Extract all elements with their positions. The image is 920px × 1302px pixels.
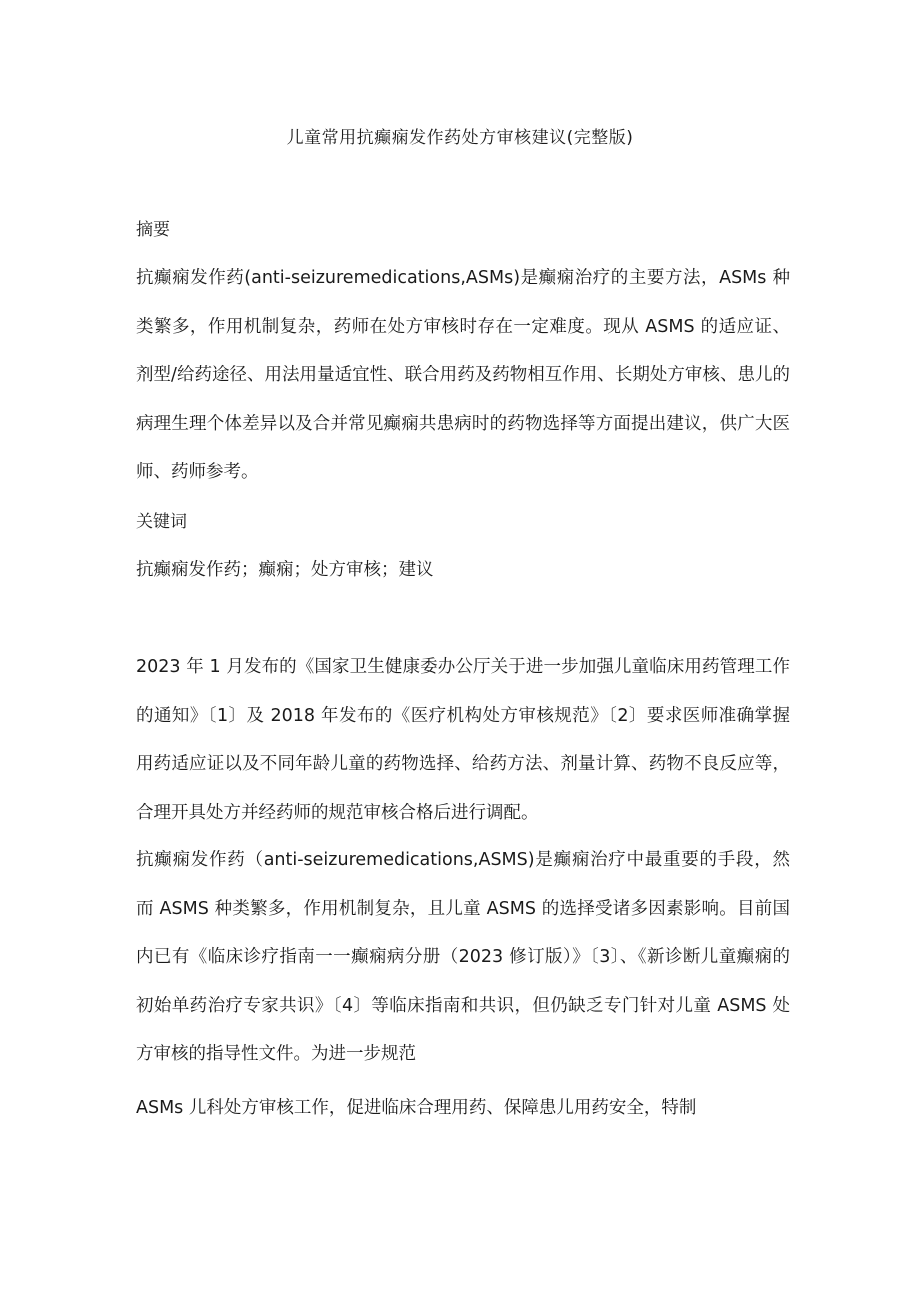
body-paragraph-3: ASMs 儿科处方审核工作，促进临床合理用药、保障患儿用药安全，特制 xyxy=(136,1098,697,1118)
body-paragraph-2: 抗癫痫发作药（anti-seizuremedications,ASMS)是癫痫治疗中最重要的手段，然而 ASMS 种类繁多，作用机制复杂，且儿童 ASMS 的选择受诸多因素影响。目前国内已有《临床诊疗指南一一癫痫病分册（2023 修订版）》〔3〕、《新诊断儿童癫痫的初始单药治疗专家共识》〔4〕等临床指南和共识，但仍缺乏专门针对儿童 ASMS 处方审核的指导性文件。为进一步规范 xyxy=(136,850,790,1064)
keywords-text: 抗癫痫发作药；癫痫；处方审核；建议 xyxy=(136,560,434,580)
keywords-heading: 关键词 xyxy=(136,512,187,532)
body-paragraph-1: 2023 年 1 月发布的《国家卫生健康委办公厅关于进一步加强儿童临床用药管理工作的通知》〔1〕及 2018 年发布的《医疗机构处方审核规范》〔2〕要求医师准确掌握用药适应证以及不同年龄儿童的药物选择、给药方法、剂量计算、药物不良反应等，合理开具处方并经药师的规范审核合格后进行调配。 xyxy=(136,657,790,823)
document-title: 儿童常用抗癫痫发作药处方审核建议(完整版) xyxy=(286,128,634,148)
abstract-heading: 摘要 xyxy=(136,220,170,240)
abstract-paragraph: 抗癫痫发作药(anti-seizuremedications,ASMs)是癫痫治疗的主要方法，ASMs 种类繁多，作用机制复杂，药师在处方审核时存在一定难度。现从 ASMS 的适应证、剂型/给药途径、用法用量适宜性、联合用药及药物相互作用、长期处方审核、患儿的病理生理个体差异以及合并常见癫痫共患病时的药物选择等方面提出建议，供广大医师、药师参考。 xyxy=(136,268,790,482)
